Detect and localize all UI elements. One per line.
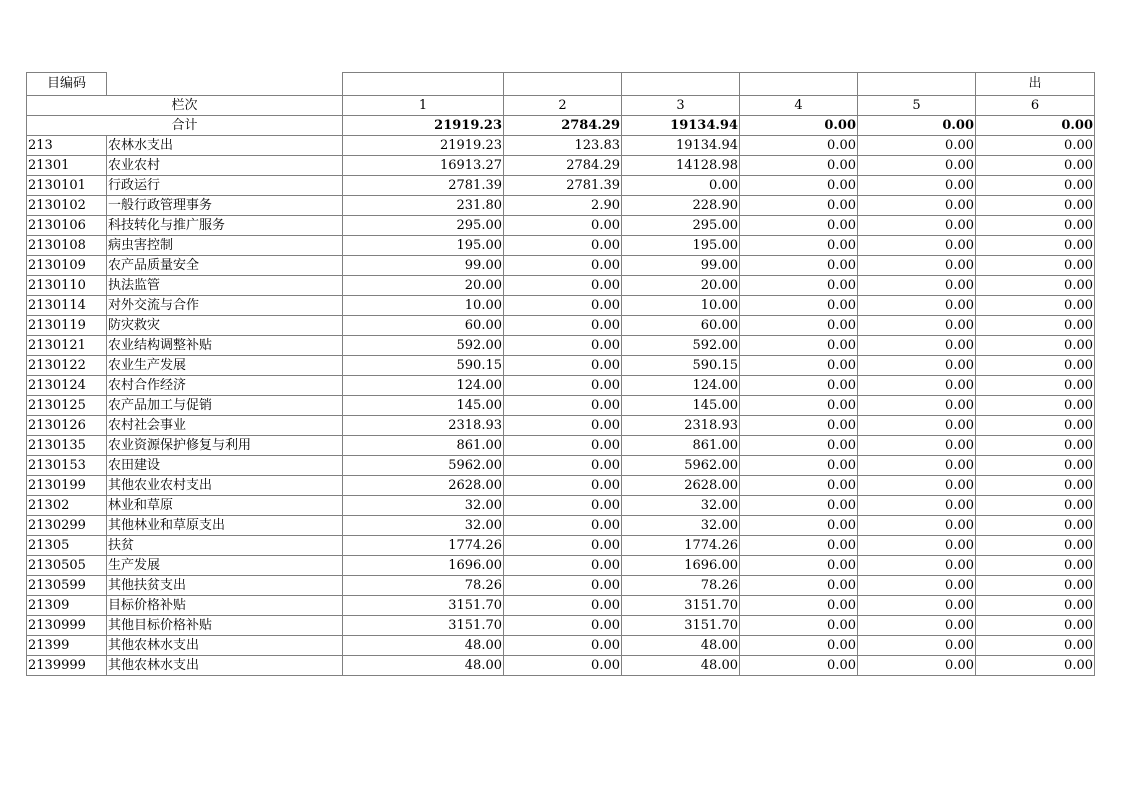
row-value-cell: 0.00 [858,636,976,656]
row-value-cell: 0.00 [976,296,1095,316]
row-code-cell: 21302 [27,496,107,516]
row-value-cell: 0.00 [504,596,622,616]
row-value-cell: 99.00 [343,256,504,276]
row-value-cell: 0.00 [976,196,1095,216]
table-row [27,356,1095,376]
row-value-cell: 0.00 [976,136,1095,156]
row-name-cell: 科技转化与推广服务 [107,216,343,236]
code-header-cell: 目编码 [27,73,107,96]
row-value-cell: 48.00 [622,656,740,676]
table-row [27,596,1095,616]
row-value-cell: 16913.27 [343,156,504,176]
row-value-cell: 2781.39 [343,176,504,196]
row-value-cell: 0.00 [976,456,1095,476]
row-name-cell: 农村合作经济 [107,376,343,396]
row-code-cell: 2130124 [27,376,107,396]
row-value-cell: 0.00 [858,356,976,376]
row-value-cell: 48.00 [343,636,504,656]
row-value-cell: 0.00 [976,236,1095,256]
row-value-cell: 0.00 [740,416,858,436]
table-row [27,576,1095,596]
row-name-cell: 农田建设 [107,456,343,476]
row-name-cell: 农产品加工与促销 [107,396,343,416]
row-name-cell: 农林水支出 [107,136,343,156]
row-value-cell: 3151.70 [622,596,740,616]
row-value-cell: 3151.70 [343,596,504,616]
row-name-cell: 行政运行 [107,176,343,196]
row-name-cell: 其他目标价格补贴 [107,616,343,636]
row-value-cell: 0.00 [976,356,1095,376]
row-value-cell: 0.00 [740,136,858,156]
row-code-cell: 2130999 [27,616,107,636]
row-value-cell: 0.00 [740,256,858,276]
row-value-cell: 0.00 [858,556,976,576]
header-row-top [27,73,1095,96]
row-value-cell: 0.00 [504,336,622,356]
row-value-cell: 123.83 [504,136,622,156]
table-row [27,336,1095,356]
row-value-cell: 0.00 [504,516,622,536]
row-value-cell: 0.00 [740,556,858,576]
row-value-cell: 0.00 [504,576,622,596]
row-code-cell: 2130135 [27,436,107,456]
row-value-cell: 3151.70 [343,616,504,636]
table-row [27,496,1095,516]
table-row [27,236,1095,256]
col2-header-top [504,73,622,96]
row-value-cell: 32.00 [622,496,740,516]
row-code-cell: 2130153 [27,456,107,476]
row-value-cell: 0.00 [858,436,976,456]
row-value-cell: 0.00 [740,656,858,676]
row-value-cell: 19134.94 [622,136,740,156]
row-name-cell: 农业结构调整补贴 [107,336,343,356]
row-value-cell: 0.00 [740,316,858,336]
row-value-cell: 3151.70 [622,616,740,636]
row-value-cell: 228.90 [622,196,740,216]
table-row [27,476,1095,496]
row-value-cell: 0.00 [504,536,622,556]
row-value-cell: 0.00 [504,256,622,276]
row-value-cell: 0.00 [740,196,858,216]
row-value-cell: 124.00 [622,376,740,396]
row-value-cell: 0.00 [504,616,622,636]
row-value-cell: 0.00 [976,616,1095,636]
row-name-cell: 其他林业和草原支出 [107,516,343,536]
row-code-cell: 2130299 [27,516,107,536]
row-value-cell: 0.00 [858,236,976,256]
col5-header-top [858,73,976,96]
row-value-cell: 0.00 [976,636,1095,656]
row-name-cell: 扶贫 [107,536,343,556]
row-name-cell: 其他农林水支出 [107,636,343,656]
row-value-cell: 0.00 [504,316,622,336]
row-name-cell: 病虫害控制 [107,236,343,256]
table-row [27,216,1095,236]
col1-header-top [343,73,504,96]
row-value-cell: 0.00 [976,576,1095,596]
row-value-cell: 60.00 [622,316,740,336]
col6-header-top: 出 [976,73,1095,96]
row-name-cell: 目标价格补贴 [107,596,343,616]
row-value-cell: 590.15 [622,356,740,376]
row-value-cell: 0.00 [858,176,976,196]
table-row [27,136,1095,156]
row-value-cell: 0.00 [858,416,976,436]
name-header-cell [107,73,343,96]
budget-table [26,72,1095,676]
row-value-cell: 0.00 [740,636,858,656]
total-value: 19134.94 [622,116,740,136]
row-name-cell: 对外交流与合作 [107,296,343,316]
table-row [27,536,1095,556]
total-value: 21919.23 [343,116,504,136]
row-value-cell: 99.00 [622,256,740,276]
row-value-cell: 0.00 [740,156,858,176]
table-row [27,296,1095,316]
row-value-cell: 10.00 [622,296,740,316]
row-value-cell: 0.00 [976,336,1095,356]
table-row [27,656,1095,676]
row-name-cell: 其他农业农村支出 [107,476,343,496]
total-label: 合计 [27,116,343,136]
row-value-cell: 0.00 [858,316,976,336]
row-value-cell: 0.00 [504,296,622,316]
colnum-1: 1 [343,96,504,116]
row-value-cell: 0.00 [976,396,1095,416]
row-value-cell: 0.00 [976,656,1095,676]
row-value-cell: 0.00 [858,396,976,416]
row-value-cell: 0.00 [976,176,1095,196]
row-value-cell: 0.00 [740,616,858,636]
row-value-cell: 0.00 [740,356,858,376]
row-value-cell: 0.00 [740,456,858,476]
row-code-cell: 21399 [27,636,107,656]
row-value-cell: 195.00 [622,236,740,256]
row-value-cell: 0.00 [504,636,622,656]
row-code-cell: 2130599 [27,576,107,596]
row-value-cell: 0.00 [740,176,858,196]
row-code-cell: 2130106 [27,216,107,236]
row-value-cell: 0.00 [504,276,622,296]
table-row [27,516,1095,536]
row-value-cell: 2781.39 [504,176,622,196]
row-name-cell: 农业生产发展 [107,356,343,376]
row-value-cell: 48.00 [622,636,740,656]
row-code-cell: 2130122 [27,356,107,376]
row-value-cell: 2.90 [504,196,622,216]
row-value-cell: 5962.00 [343,456,504,476]
row-value-cell: 0.00 [858,596,976,616]
row-value-cell: 231.80 [343,196,504,216]
row-value-cell: 0.00 [504,216,622,236]
row-name-cell: 执法监管 [107,276,343,296]
row-value-cell: 295.00 [622,216,740,236]
colnum-label: 栏次 [27,96,343,116]
row-name-cell: 农业资源保护修复与利用 [107,436,343,456]
row-value-cell: 0.00 [858,156,976,176]
row-value-cell: 124.00 [343,376,504,396]
row-value-cell: 0.00 [858,256,976,276]
total-row [27,116,1095,136]
row-code-cell: 21305 [27,536,107,556]
table-row [27,376,1095,396]
row-value-cell: 2318.93 [622,416,740,436]
row-value-cell: 0.00 [504,476,622,496]
row-value-cell: 0.00 [504,496,622,516]
row-value-cell: 21919.23 [343,136,504,156]
row-value-cell: 2318.93 [343,416,504,436]
row-value-cell: 0.00 [858,216,976,236]
row-value-cell: 0.00 [740,376,858,396]
table-row [27,256,1095,276]
table-row [27,196,1095,216]
row-name-cell: 其他扶贫支出 [107,576,343,596]
row-value-cell: 20.00 [343,276,504,296]
row-value-cell: 861.00 [343,436,504,456]
row-value-cell: 1696.00 [622,556,740,576]
row-value-cell: 0.00 [858,456,976,476]
row-value-cell: 0.00 [976,596,1095,616]
table-row [27,636,1095,656]
row-value-cell: 1774.26 [622,536,740,556]
row-value-cell: 1774.26 [343,536,504,556]
row-name-cell: 一般行政管理事务 [107,196,343,216]
row-value-cell: 0.00 [858,576,976,596]
row-code-cell: 2139999 [27,656,107,676]
row-value-cell: 0.00 [858,616,976,636]
row-value-cell: 1696.00 [343,556,504,576]
row-value-cell: 0.00 [976,276,1095,296]
row-value-cell: 861.00 [622,436,740,456]
col4-header-top [740,73,858,96]
table-row [27,436,1095,456]
row-code-cell: 2130101 [27,176,107,196]
row-value-cell: 0.00 [976,416,1095,436]
row-value-cell: 0.00 [976,156,1095,176]
colnum-3: 3 [622,96,740,116]
row-value-cell: 0.00 [740,496,858,516]
row-value-cell: 60.00 [343,316,504,336]
row-value-cell: 0.00 [976,256,1095,276]
row-value-cell: 0.00 [740,596,858,616]
row-value-cell: 32.00 [343,516,504,536]
row-value-cell: 0.00 [740,516,858,536]
row-name-cell: 农村社会事业 [107,416,343,436]
row-value-cell: 0.00 [740,536,858,556]
row-value-cell: 2628.00 [343,476,504,496]
row-value-cell: 0.00 [858,336,976,356]
colnum-6: 6 [976,96,1095,116]
row-value-cell: 0.00 [976,516,1095,536]
row-value-cell: 592.00 [622,336,740,356]
row-value-cell: 0.00 [858,196,976,216]
table-row [27,456,1095,476]
row-name-cell: 林业和草原 [107,496,343,516]
row-value-cell: 0.00 [976,496,1095,516]
row-value-cell: 14128.98 [622,156,740,176]
row-value-cell: 145.00 [343,396,504,416]
row-name-cell: 农产品质量安全 [107,256,343,276]
row-value-cell: 0.00 [976,536,1095,556]
row-code-cell: 2130109 [27,256,107,276]
row-value-cell: 0.00 [504,236,622,256]
total-value: 2784.29 [504,116,622,136]
row-code-cell: 2130108 [27,236,107,256]
row-value-cell: 0.00 [740,216,858,236]
row-value-cell: 0.00 [740,436,858,456]
row-name-cell: 生产发展 [107,556,343,576]
row-value-cell: 32.00 [622,516,740,536]
colnum-2: 2 [504,96,622,116]
row-value-cell: 592.00 [343,336,504,356]
row-value-cell: 2628.00 [622,476,740,496]
row-value-cell: 145.00 [622,396,740,416]
row-value-cell: 0.00 [740,476,858,496]
row-code-cell: 2130126 [27,416,107,436]
row-name-cell: 农业农村 [107,156,343,176]
row-code-cell: 2130121 [27,336,107,356]
row-value-cell: 0.00 [858,516,976,536]
row-value-cell: 0.00 [976,376,1095,396]
row-value-cell: 0.00 [858,276,976,296]
row-value-cell: 0.00 [622,176,740,196]
table-row [27,316,1095,336]
row-value-cell: 0.00 [504,376,622,396]
row-code-cell: 2130505 [27,556,107,576]
row-code-cell: 2130125 [27,396,107,416]
row-value-cell: 0.00 [504,416,622,436]
row-value-cell: 0.00 [858,496,976,516]
row-value-cell: 0.00 [858,476,976,496]
colnum-4: 4 [740,96,858,116]
row-value-cell: 0.00 [740,236,858,256]
row-value-cell: 2784.29 [504,156,622,176]
row-value-cell: 0.00 [504,396,622,416]
row-value-cell: 0.00 [740,296,858,316]
header-row-colnum [27,96,1095,116]
row-code-cell: 21301 [27,156,107,176]
row-value-cell: 0.00 [976,216,1095,236]
row-value-cell: 295.00 [343,216,504,236]
total-value: 0.00 [976,116,1095,136]
row-value-cell: 20.00 [622,276,740,296]
row-value-cell: 0.00 [740,396,858,416]
row-value-cell: 0.00 [976,476,1095,496]
row-name-cell: 防灾救灾 [107,316,343,336]
row-value-cell: 0.00 [858,376,976,396]
row-value-cell: 78.26 [622,576,740,596]
row-code-cell: 2130119 [27,316,107,336]
row-value-cell: 0.00 [740,336,858,356]
row-value-cell: 0.00 [858,656,976,676]
row-value-cell: 0.00 [740,276,858,296]
row-value-cell: 0.00 [858,536,976,556]
table-row [27,616,1095,636]
row-value-cell: 0.00 [858,296,976,316]
row-value-cell: 0.00 [976,436,1095,456]
row-code-cell: 2130110 [27,276,107,296]
row-code-cell: 2130199 [27,476,107,496]
colnum-5: 5 [858,96,976,116]
row-value-cell: 0.00 [976,316,1095,336]
total-value: 0.00 [740,116,858,136]
row-value-cell: 0.00 [504,556,622,576]
row-value-cell: 0.00 [740,576,858,596]
row-value-cell: 10.00 [343,296,504,316]
row-value-cell: 0.00 [504,436,622,456]
col3-header-top [622,73,740,96]
table-row [27,556,1095,576]
row-code-cell: 213 [27,136,107,156]
row-value-cell: 5962.00 [622,456,740,476]
row-value-cell: 78.26 [343,576,504,596]
row-value-cell: 195.00 [343,236,504,256]
table-row [27,276,1095,296]
row-code-cell: 2130102 [27,196,107,216]
table-row [27,156,1095,176]
total-value: 0.00 [858,116,976,136]
row-code-cell: 21309 [27,596,107,616]
table-row [27,396,1095,416]
row-value-cell: 0.00 [976,556,1095,576]
row-value-cell: 0.00 [858,136,976,156]
table-row [27,416,1095,436]
table-row [27,176,1095,196]
row-code-cell: 2130114 [27,296,107,316]
row-value-cell: 0.00 [504,656,622,676]
row-value-cell: 0.00 [504,456,622,476]
row-value-cell: 48.00 [343,656,504,676]
row-value-cell: 590.15 [343,356,504,376]
row-name-cell: 其他农林水支出 [107,656,343,676]
row-value-cell: 32.00 [343,496,504,516]
row-value-cell: 0.00 [504,356,622,376]
